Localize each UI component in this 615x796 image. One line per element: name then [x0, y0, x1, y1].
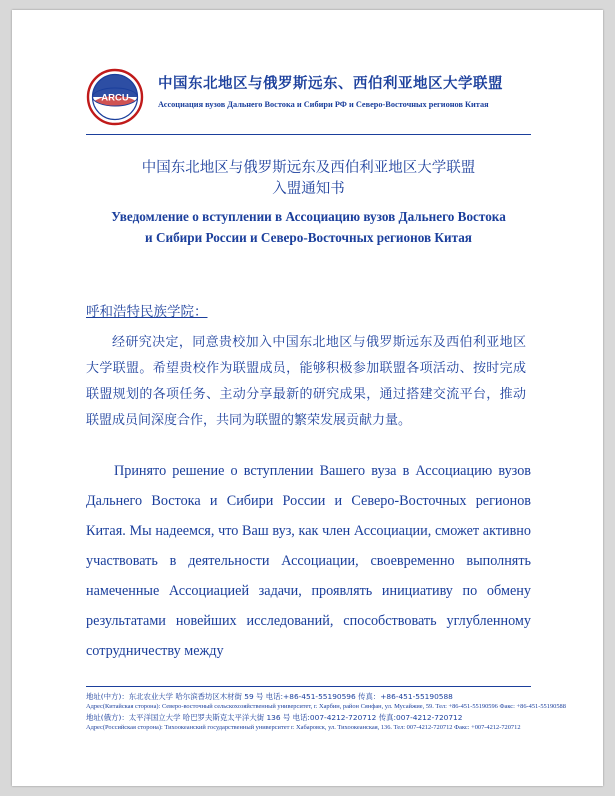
letterhead-divider: [86, 134, 531, 135]
salutation: 呼和浩特民族学院：: [86, 304, 208, 320]
footer-address-cn-1: 地址(中方)：东北农业大学 哈尔滨香坊区木材街 59 号 电话:+86-451-55190596 传真：+86-451-55190588: [86, 692, 453, 701]
paragraph-chinese: 经研究决定，同意贵校加入中国东北地区与俄罗斯远东及西伯利亚地区大学联盟。希望贵校作为联盟成员，能够积极参加联盟各项活动、按时完成联盟规划的各项任务、主动分享最新的研究成果，通过搭建交流平台，推动联盟成员间深度合作，共同为联盟的繁荣发展贡献力量。: [86, 335, 526, 428]
footer-address-ru-2: Адрес(Российская сторона): Тихоокеанский государственный университет г. Хабаровск, ул. Тихоокеанская, 136. Тел: 007-4212-720712 Факс: +007-4212-720712: [86, 724, 521, 731]
letter-body: [86, 300, 536, 666]
title-ru: Уведомление о вступлении в Ассоциацию вузов Дальнего Востока и Сибири России и Северо-Восточных регионов Китая: [111, 209, 506, 245]
footer-address-cn-2: 地址(俄方)：太平洋国立大学 哈巴罗夫斯克太平洋大街 136 号 电话:007-4212-720712 传真:007-4212-720712: [86, 713, 463, 722]
letterhead-text: [158, 72, 533, 109]
letter-content: [12, 10, 603, 786]
title-cn-line1: 中国东北地区与俄罗斯远东及西伯利亚地区大学联盟: [141, 160, 476, 176]
document-page: [12, 10, 603, 786]
letterhead-title-cn: 中国东北地区与俄罗斯远东、西伯利亚地区大学联盟: [158, 76, 503, 92]
title-cn-line2: 入盟通知书: [272, 181, 345, 197]
document-title: [86, 158, 531, 248]
letterhead-title-ru: Ассоциация вузов Дальнего Востока и Сибири РФ и Северо-Восточных регионов Китая: [158, 100, 489, 109]
footer-address-ru-1: Адрес(Китайская сторона): Северо-восточный сельскохозяйственный университет, г. Харбин, район Сянфан, ул. Мусайжие, 59. Тел: +86-451-55190596 Факс: +86-451-55190588: [86, 703, 566, 710]
footer: [86, 691, 566, 733]
footer-divider: [86, 686, 531, 687]
letterhead: [86, 68, 531, 128]
arcu-logo-icon: [86, 68, 144, 126]
paragraph-russian: Принято решение о вступлении Вашего вуза в Ассоциацию вузов Дальнего Востока и Сибири России и Северо-Восточных регионов Китая. Мы надеемся, что Ваш вуз, как член Ассоциации, сможет активно участвовать в деятельности Ассоциации, своевременно выполнять намеченные Ассоциацией задачи, проявлять инициативу по обмену результатами новейших исследований, способствовать углубленному сотрудничеству между: [86, 463, 531, 659]
svg-text:ARCU: ARCU: [101, 92, 129, 104]
